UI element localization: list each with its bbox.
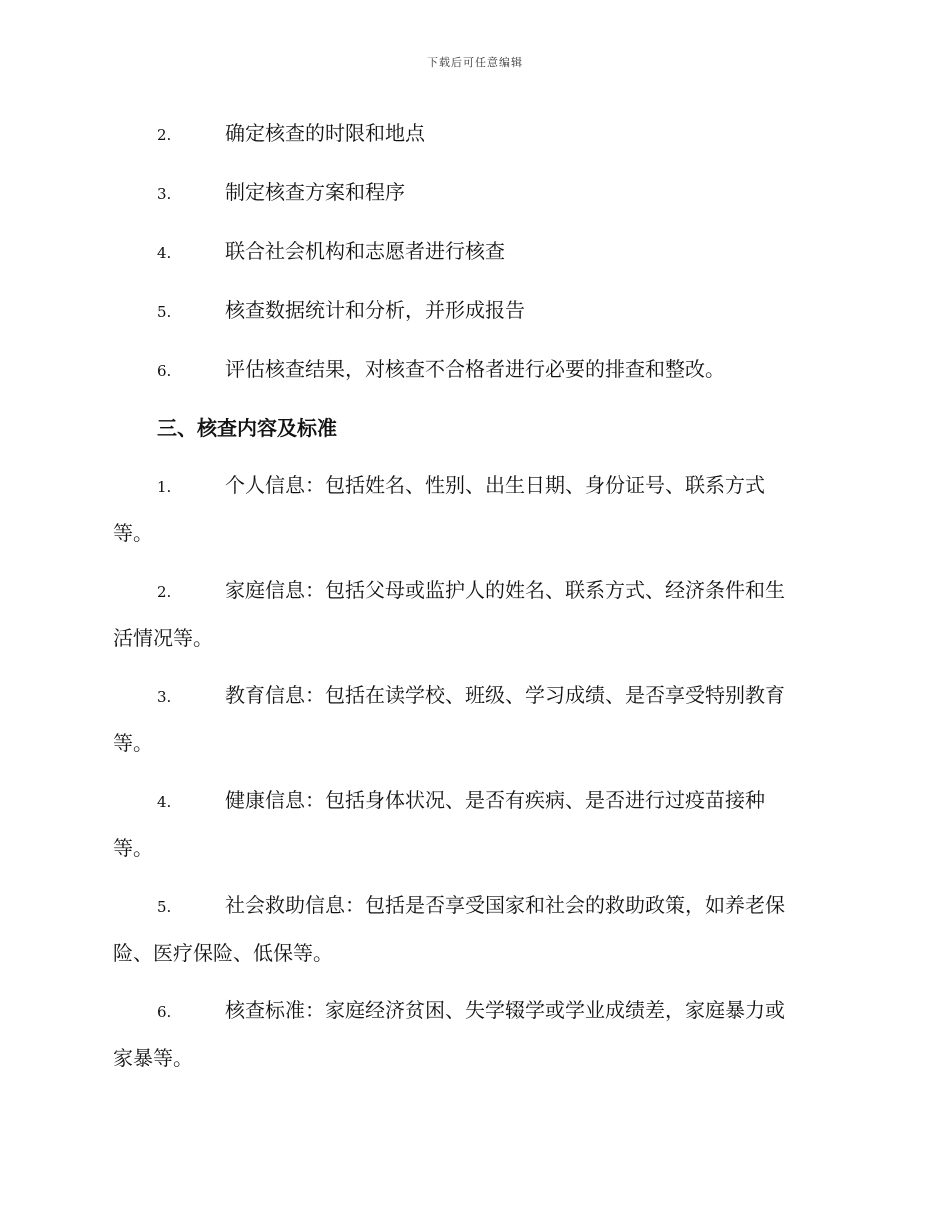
content-item-6 bbox=[113, 987, 837, 1081]
step-item-3 bbox=[113, 169, 837, 217]
item-continuation: 等。 bbox=[113, 731, 153, 755]
step-item-5 bbox=[113, 287, 837, 335]
item-continuation: 等。 bbox=[113, 836, 153, 860]
list-number: 3. bbox=[157, 185, 172, 203]
content-item-5 bbox=[113, 882, 837, 976]
item-continuation: 活情况等。 bbox=[113, 626, 213, 650]
content-item-1 bbox=[113, 462, 837, 556]
step-item-2 bbox=[113, 110, 837, 158]
list-number: 2. bbox=[157, 126, 172, 144]
list-text: 教育信息：包括在读学校、班级、学习成绩、是否享受特别教育 bbox=[225, 683, 785, 707]
content-item-2 bbox=[113, 567, 837, 661]
section-heading: 三、核查内容及标准 bbox=[157, 416, 337, 440]
content-item-4 bbox=[113, 777, 837, 871]
list-number: 1. bbox=[157, 478, 172, 496]
list-text: 联合社会机构和志愿者进行核查 bbox=[225, 239, 505, 263]
list-text: 评估核查结果，对核查不合格者进行必要的排查和整改。 bbox=[225, 357, 725, 381]
item-first-line bbox=[113, 462, 837, 510]
list-text: 家庭信息：包括父母或监护人的姓名、联系方式、经济条件和生 bbox=[225, 578, 785, 602]
list-number: 6. bbox=[157, 1003, 172, 1021]
list-text: 核查标准：家庭经济贫困、失学辍学或学业成绩差，家庭暴力或 bbox=[225, 998, 785, 1022]
list-text: 健康信息：包括身体状况、是否有疾病、是否进行过疫苗接种 bbox=[225, 788, 765, 812]
list-text: 确定核查的时限和地点 bbox=[225, 121, 425, 145]
list-text: 制定核查方案和程序 bbox=[225, 180, 405, 204]
list-text: 核查数据统计和分析，并形成报告 bbox=[225, 298, 525, 322]
list-text: 社会救助信息：包括是否享受国家和社会的救助政策，如养老保 bbox=[225, 893, 785, 917]
list-number: 2. bbox=[157, 583, 172, 601]
step-item-6 bbox=[113, 346, 837, 394]
list-number: 3. bbox=[157, 688, 172, 706]
list-number: 4. bbox=[157, 244, 172, 262]
item-first-line bbox=[113, 567, 837, 615]
item-continuation: 家暴等。 bbox=[113, 1046, 193, 1070]
item-first-line bbox=[113, 987, 837, 1035]
list-number: 4. bbox=[157, 793, 172, 811]
item-continuation: 等。 bbox=[113, 521, 153, 545]
page-header: 下载后可任意编辑 bbox=[427, 56, 523, 69]
step-item-4 bbox=[113, 228, 837, 276]
list-text: 个人信息：包括姓名、性别、出生日期、身份证号、联系方式 bbox=[225, 473, 765, 497]
list-number: 5. bbox=[157, 303, 172, 321]
list-number: 5. bbox=[157, 898, 172, 916]
item-continuation: 险、医疗保险、低保等。 bbox=[113, 941, 333, 965]
list-number: 6. bbox=[157, 362, 172, 380]
item-first-line bbox=[113, 672, 837, 720]
content-item-3 bbox=[113, 672, 837, 766]
item-first-line bbox=[113, 777, 837, 825]
document-body bbox=[113, 110, 837, 1092]
item-first-line bbox=[113, 882, 837, 930]
